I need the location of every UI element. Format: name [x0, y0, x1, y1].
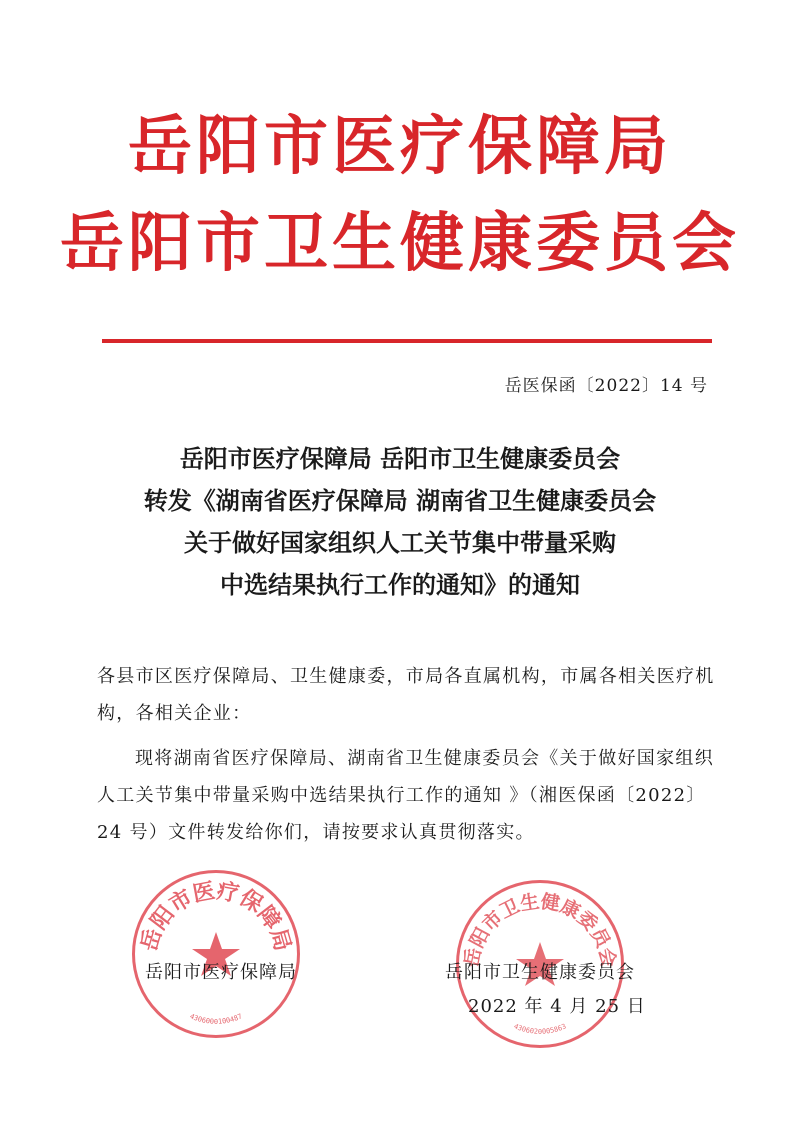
salutation: 各县市区医疗保障局、卫生健康委，市局各直属机构，市属各相关医疗机构，各相关企业： — [97, 666, 715, 724]
title-line: 转发《湖南省医疗保障局 湖南省卫生健康委员会 — [143, 487, 657, 515]
document-title — [0, 438, 800, 606]
signature-org-2: 岳阳市卫生健康委员会 — [445, 962, 635, 983]
issuing-org-2: 岳阳市卫生健康委员会 — [60, 206, 740, 281]
issuing-org-1: 岳阳市医疗保障局 — [128, 109, 672, 184]
title-line: 中选结果执行工作的通知》的通知 — [220, 571, 580, 599]
seal-text: 岳阳市医疗保障局 — [137, 878, 295, 954]
seal-text: 岳阳市卫生健康委员会 — [460, 890, 620, 969]
body-paragraph: 现将湖南省医疗保障局、湖南省卫生健康委员会《关于做好国家组织人工关节集中带量采购中选结果执行工作的通知 》（湘医保函〔2022〕24 号）文件转发给你们，请按要求认真贯彻落实。 — [97, 748, 714, 843]
seal-code: 4306000100487 — [188, 1012, 244, 1026]
title-line: 关于做好国家组织人工关节集中带量采购 — [184, 529, 616, 557]
svg-text:4306000100487 — [189, 1012, 244, 1025]
red-separator-line — [102, 339, 712, 343]
title-line: 岳阳市医疗保障局 岳阳市卫生健康委员会 — [179, 445, 621, 473]
seal-graphic — [132, 870, 300, 1038]
svg-text:4306020005863 — [513, 1022, 568, 1035]
document-number: 岳医保函〔2022〕14 号 — [504, 376, 708, 396]
official-seal-medical-security — [132, 870, 300, 1038]
signature-org-1: 岳阳市医疗保障局 — [145, 962, 297, 983]
seal-code: 4306020005863 — [512, 1022, 568, 1036]
signature-date: 2022 年 4 月 25 日 — [468, 996, 646, 1017]
